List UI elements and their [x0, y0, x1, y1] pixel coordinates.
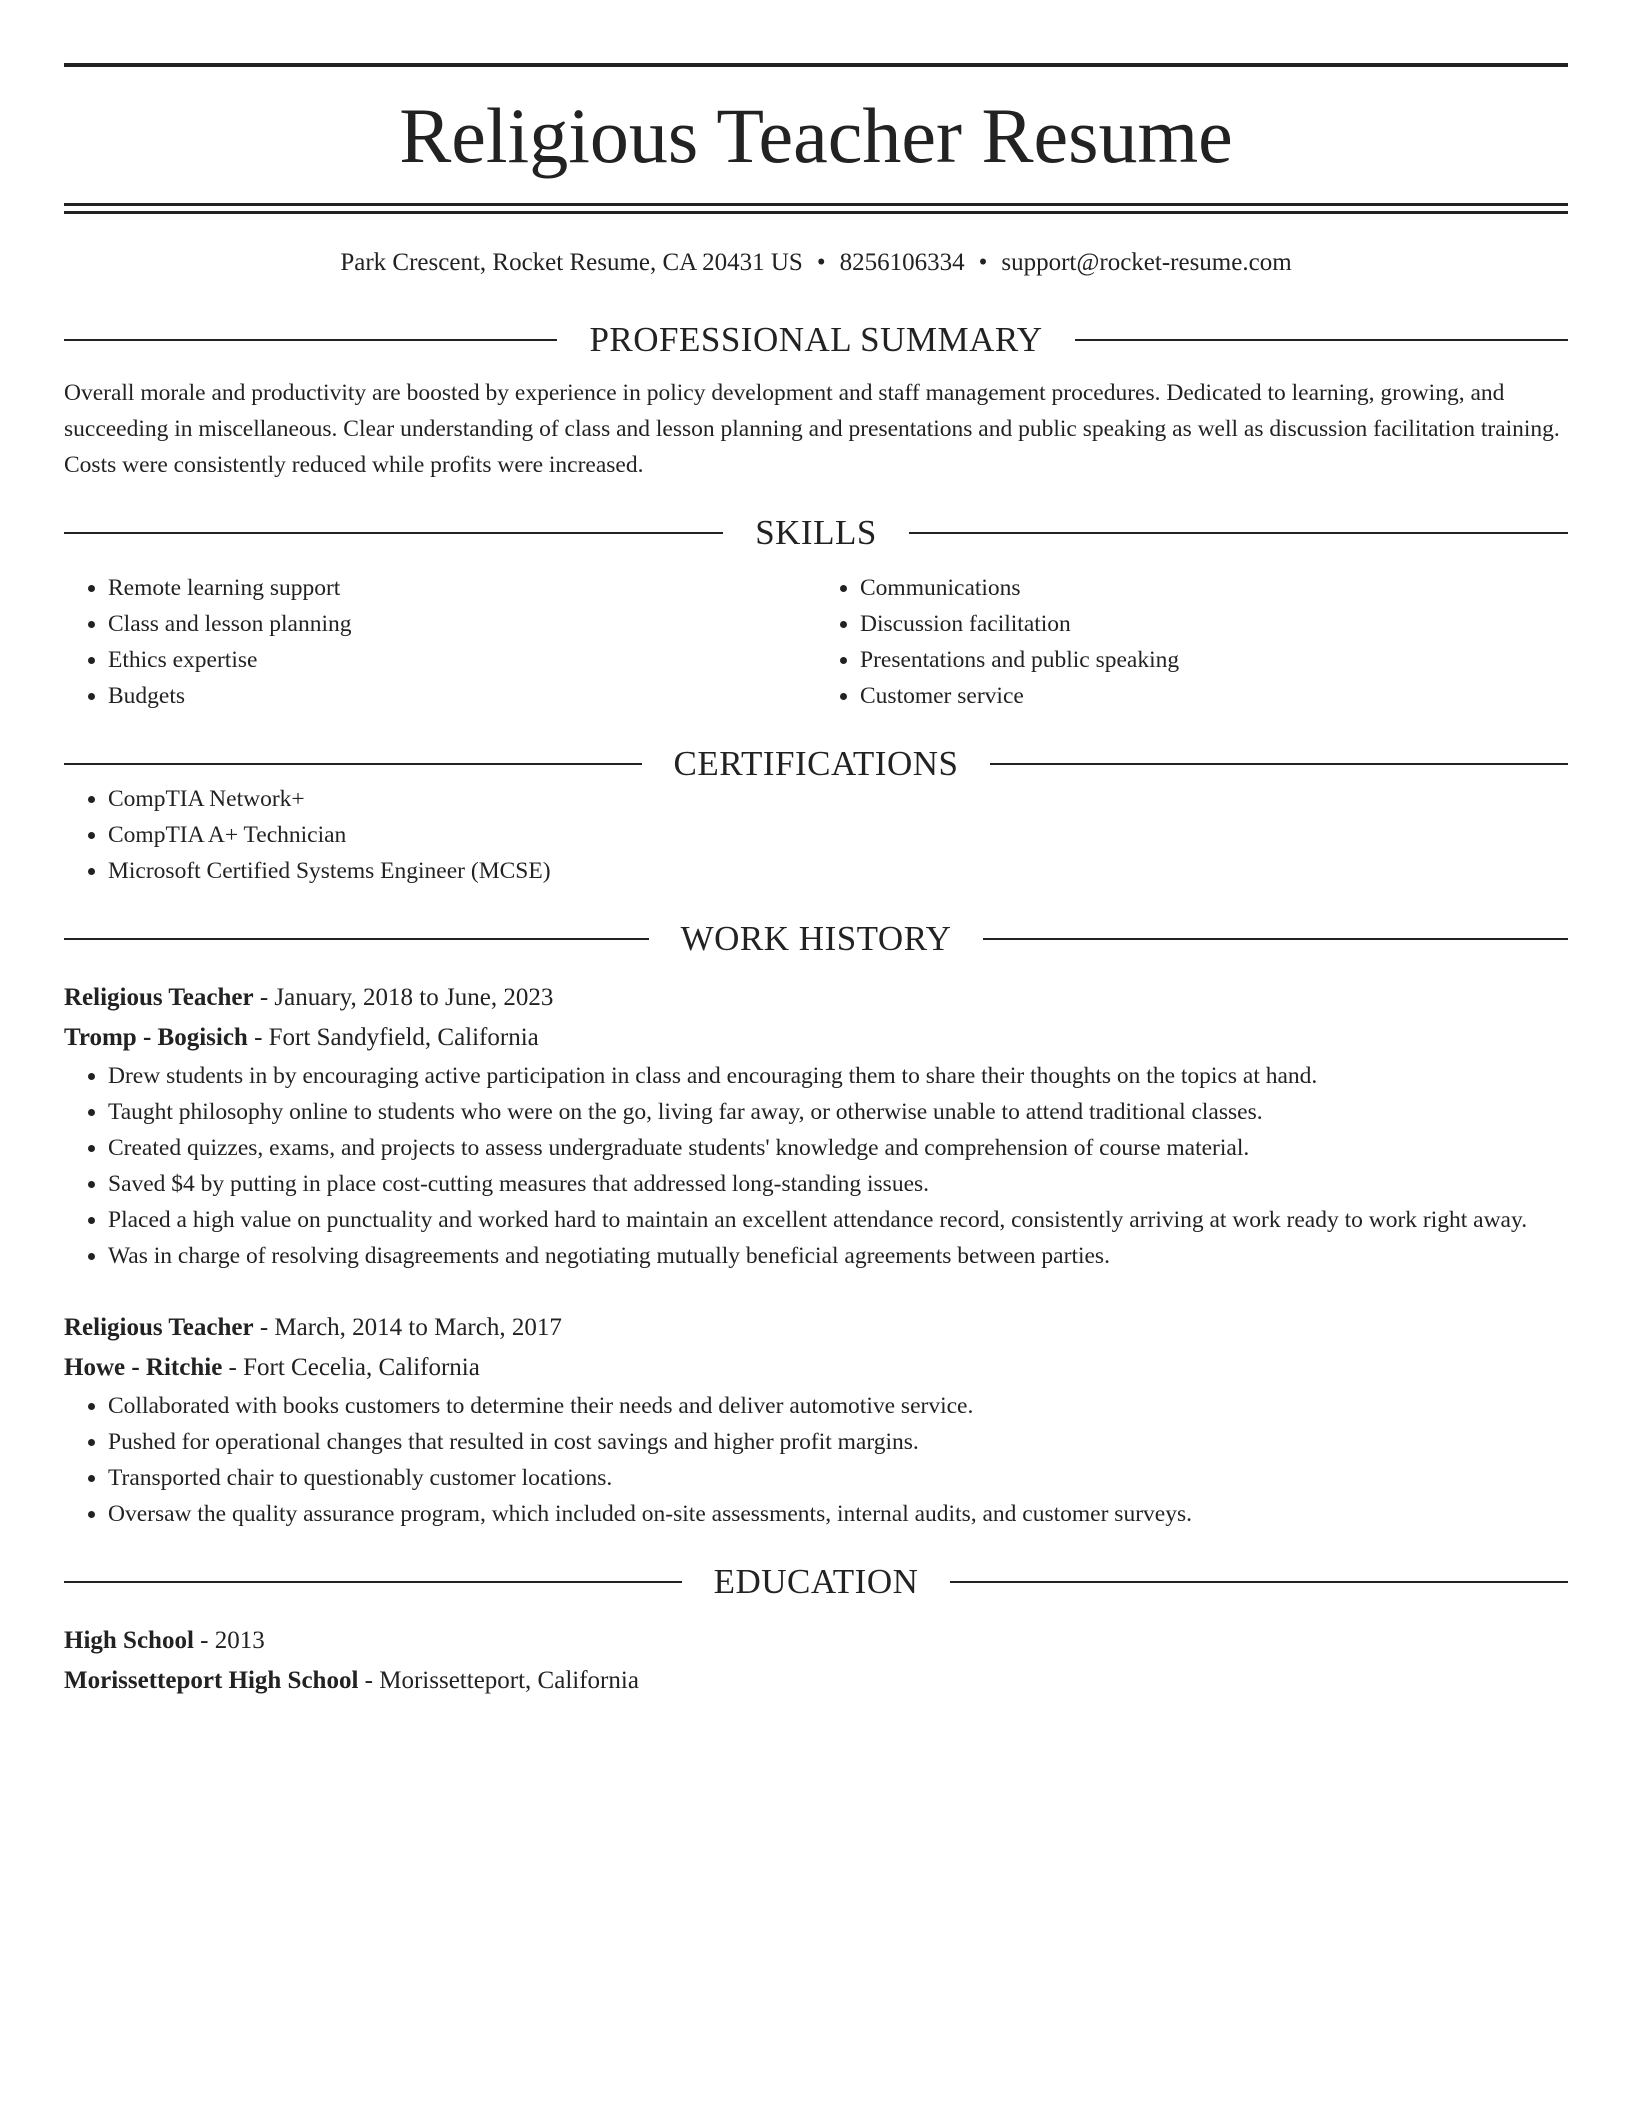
section-rule-left — [64, 938, 649, 940]
section-heading-skills — [64, 515, 1568, 550]
section-title: WORK HISTORY — [680, 919, 952, 958]
education-degree: High School — [64, 1627, 194, 1654]
summary-text: Overall morale and productivity are boosted by experience in policy development and staff management procedures. Dedicated to learning, growing, and succeeding in miscellaneous. Clear understanding of class and lesson planning and presentations and public speaking as well as discussion facilitation training. Costs were consistently reduced while profits were increased. — [64, 380, 1560, 478]
section-heading-summary — [64, 322, 1568, 357]
job-bullets — [64, 1388, 1568, 1532]
list-item: • Remote learning support — [108, 570, 816, 606]
job-company-line — [64, 1348, 1568, 1388]
job-location: - Fort Sandyfield, California — [247, 1024, 539, 1051]
section-rule-left — [64, 1581, 682, 1583]
contact-separator: • — [816, 249, 826, 276]
list-item: • Microsoft Certified Systems Engineer (MCSE) — [108, 853, 1568, 889]
certifications-list — [64, 781, 1568, 889]
list-item: • Customer service — [860, 678, 1568, 714]
list-item: • Placed a high value on punctuality and worked hard to maintain an excellent attendance record, consistently arriving at work ready to work right away. — [108, 1202, 1568, 1238]
section-heading-education — [64, 1564, 1568, 1599]
job-dates: - March, 2014 to March, 2017 — [253, 1314, 562, 1341]
section-title: SKILLS — [755, 513, 877, 552]
list-item: • Transported chair to questionably customer locations. — [108, 1460, 1568, 1496]
resume-page — [64, 63, 1568, 1701]
section-title: CERTIFICATIONS — [673, 744, 959, 783]
list-item: • Oversaw the quality assurance program, which included on-site assessments, internal audits, and customer surveys. — [108, 1496, 1568, 1532]
section-heading-certifications — [64, 746, 1568, 781]
list-item: • Pushed for operational changes that resulted in cost savings and higher profit margins. — [108, 1424, 1568, 1460]
section-rule-left — [64, 532, 723, 534]
list-item: • Collaborated with books customers to determine their needs and deliver automotive service. — [108, 1388, 1568, 1424]
page-title: Religious Teacher Resume — [399, 92, 1233, 179]
job-title: Religious Teacher — [64, 984, 254, 1011]
education-year: - 2013 — [193, 1627, 265, 1654]
list-item: • CompTIA A+ Technician — [108, 817, 1568, 853]
education-entry — [64, 1621, 1568, 1701]
contact-address: Park Crescent, Rocket Resume, CA 20431 US — [340, 249, 803, 276]
section-heading-work — [64, 921, 1568, 956]
section-rule-right — [909, 532, 1568, 534]
top-rule — [64, 63, 1568, 67]
job-title: Religious Teacher — [64, 1314, 254, 1341]
job-title-line — [64, 1308, 1568, 1348]
list-item: • CompTIA Network+ — [108, 781, 1568, 817]
list-item: • Communications — [860, 570, 1568, 606]
skills-list — [64, 570, 1568, 714]
section-rule-left — [64, 339, 557, 341]
list-item: • Budgets — [108, 678, 816, 714]
section-rule-right — [983, 938, 1568, 940]
list-item: • Class and lesson planning — [108, 606, 816, 642]
contact-phone: 8256106334 — [839, 249, 965, 276]
education-location: - Morissetteport, California — [358, 1667, 639, 1694]
section-title: EDUCATION — [713, 1562, 919, 1601]
section-title: PROFESSIONAL SUMMARY — [589, 320, 1043, 359]
list-item: • Saved $4 by putting in place cost-cutting measures that addressed long-standing issues. — [108, 1166, 1568, 1202]
job-company: Tromp - Bogisich — [64, 1024, 248, 1051]
skills-column-left — [64, 570, 816, 714]
job-entry — [64, 978, 1568, 1274]
section-rule-right — [990, 763, 1568, 765]
education-degree-line — [64, 1621, 1568, 1661]
contact-email: support@rocket-resume.com — [1001, 249, 1292, 276]
list-item: • Created quizzes, exams, and projects to assess undergraduate students' knowledge and comprehension of course material. — [108, 1130, 1568, 1166]
list-item: • Drew students in by encouraging active participation in class and encouraging them to share their thoughts on the topics at hand. — [108, 1058, 1568, 1094]
job-dates: - January, 2018 to June, 2023 — [253, 984, 554, 1011]
job-location: - Fort Cecelia, California — [222, 1354, 480, 1381]
title-double-rule — [64, 203, 1568, 214]
contact-line — [64, 248, 1568, 278]
job-entry — [64, 1308, 1568, 1532]
education-school-line — [64, 1661, 1568, 1701]
list-item: • Presentations and public speaking — [860, 642, 1568, 678]
contact-separator: • — [978, 249, 988, 276]
section-rule-right — [1075, 339, 1568, 341]
job-title-line — [64, 978, 1568, 1018]
list-item: • Discussion facilitation — [860, 606, 1568, 642]
section-rule-left — [64, 763, 642, 765]
list-item: • Taught philosophy online to students who were on the go, living far away, or otherwise unable to attend traditional classes. — [108, 1094, 1568, 1130]
section-rule-right — [950, 1581, 1568, 1583]
list-item: • Ethics expertise — [108, 642, 816, 678]
skills-column-right — [816, 570, 1568, 714]
list-item: • Was in charge of resolving disagreements and negotiating mutually beneficial agreements between parties. — [108, 1238, 1568, 1274]
education-school: Morissetteport High School — [64, 1667, 359, 1694]
job-company: Howe - Ritchie — [64, 1354, 223, 1381]
job-bullets — [64, 1058, 1568, 1274]
job-company-line — [64, 1018, 1568, 1058]
